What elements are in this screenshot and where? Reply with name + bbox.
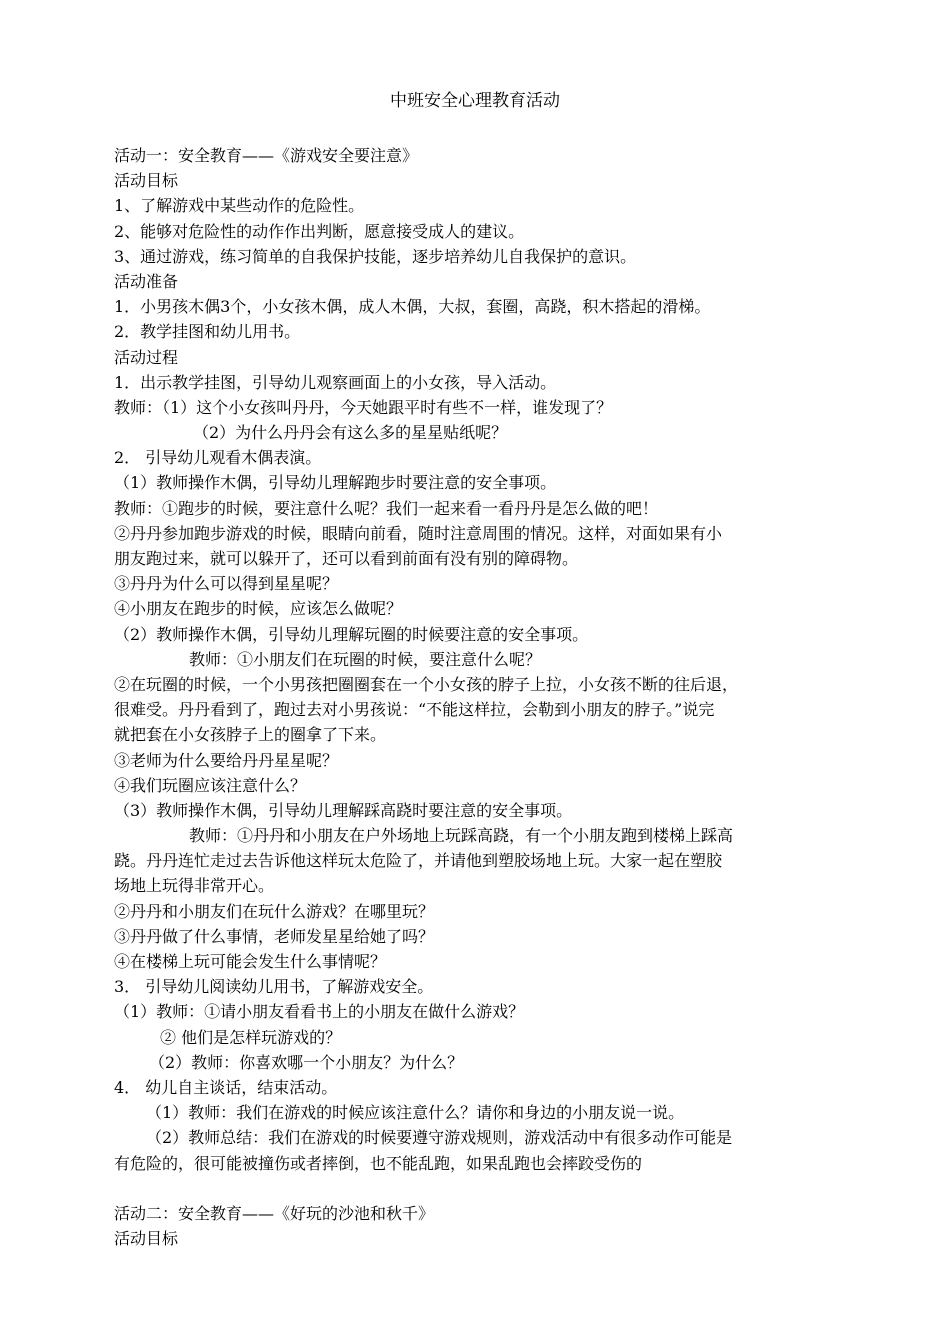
process-line: ②丹丹和小朋友们在玩什么游戏？在哪里玩？ [114,901,435,921]
process-line: 2． 引导幼儿观看木偶表演。 [114,448,322,468]
process-line: ② 他们是怎样玩游戏的？ [160,1027,342,1047]
process-line: 跷。丹丹连忙走过去告诉他这样玩太危险了，并请他到塑胶场地上玩。大家一起在塑胶 [114,851,723,871]
goal-item: 3、通过游戏，练习简单的自我保护技能，逐步培养幼儿自我保护的意识。 [114,246,637,266]
process-line: ②丹丹参加跑步游戏的时候，眼睛向前看，随时注意周围的情况。这样，对面如果有小 [114,523,723,543]
process-line: 教师：（1）这个小女孩叫丹丹，今天她跟平时有些不一样，谁发现了？ [114,397,613,417]
process-line: 场地上玩得非常开心。 [114,876,275,896]
process-line: （2）教师：你喜欢哪一个小朋友？为什么？ [149,1052,464,1072]
process-line: （1）教师：我们在游戏的时候应该注意什么？请你和身边的小朋友说一说。 [146,1103,685,1123]
section-heading: 活动目标 [114,1229,179,1249]
process-line: ③丹丹为什么可以得到星星呢？ [114,574,339,594]
section-heading: 活动准备 [114,271,179,291]
process-line: 教师：①小朋友们在玩圈的时候，要注意什么呢？ [189,649,542,669]
process-line: 1．出示教学挂图，引导幼儿观察画面上的小女孩，导入活动。 [114,372,557,392]
process-line: ④我们玩圈应该注意什么？ [114,775,307,795]
process-line: （2）教师操作木偶，引导幼儿理解玩圈的时候要注意的安全事项。 [114,624,589,644]
prep-item: 2．教学挂图和幼儿用书。 [114,322,301,342]
process-line: （1）教师操作木偶，引导幼儿理解跑步时要注意的安全事项。 [114,473,557,493]
process-line: ④在楼梯上玩可能会发生什么事情呢？ [114,952,387,971]
process-line: （1）教师：①请小朋友看看书上的小朋友在做什么游戏？ [114,1002,525,1022]
process-line: ②在玩圈的时候，一个小男孩把圈圈套在一个小女孩的脖子上拉，小女孩不断的往后退， [114,674,739,694]
process-line: （2）教师总结：我们在游戏的时候要遵守游戏规则，游戏活动中有很多动作可能是 [146,1128,733,1148]
activity-heading: 活动一：安全教育——《游戏安全要注意》 [114,146,419,165]
process-line: ③老师为什么要给丹丹星星呢？ [114,750,339,770]
prep-item: 1．小男孩木偶3个，小女孩木偶，成人木偶，大叔，套圈，高跷，积木搭起的滑梯。 [114,297,711,317]
document-body [114,143,838,1251]
process-line: 朋友跑过来，就可以躲开了，还可以看到前面有没有别的障碍物。 [114,549,579,568]
process-line: （3）教师操作木偶，引导幼儿理解踩高跷时要注意的安全事项。 [114,800,573,820]
goal-item: 2、能够对危险性的动作作出判断，愿意接受成人的建议。 [114,221,525,241]
process-line: 教师：①跑步的时候，要注意什么呢？我们一起来看一看丹丹是怎么做的吧！ [114,498,659,518]
section-heading: 活动目标 [114,171,179,191]
process-line: 4． 幼儿自主谈话，结束活动。 [114,1077,338,1097]
page-title: 中班安全心理教育活动 [390,91,560,111]
blank-line [114,1176,838,1201]
process-line: 教师：①丹丹和小朋友在户外场地上玩踩高跷，有一个小朋友跑到楼梯上踩高 [189,826,734,846]
process-line: ③丹丹做了什么事情，老师发星星给她了吗？ [114,926,435,946]
section-heading: 活动过程 [114,347,179,367]
process-line: （2）为什么丹丹会有这么多的星星贴纸呢？ [193,423,508,443]
goal-item: 1、了解游戏中某些动作的危险性。 [114,196,365,216]
process-line: ④小朋友在跑步的时候，应该怎么做呢？ [114,599,403,619]
process-line: 就把套在小女孩脖子上的圈拿了下来。 [114,725,387,745]
activity-heading: 活动二：安全教育——《好玩的沙池和秋千》 [114,1203,435,1223]
process-line: 3． 引导幼儿阅读幼儿用书，了解游戏安全。 [114,977,434,997]
process-line: 有危险的，很可能被撞伤或者摔倒，也不能乱跑，如果乱跑也会摔跤受伤的 [114,1153,643,1173]
process-line: 很难受。丹丹看到了，跑过去对小男孩说：“不能这样拉，会勒到小朋友的脖子。”说完 [114,700,715,720]
